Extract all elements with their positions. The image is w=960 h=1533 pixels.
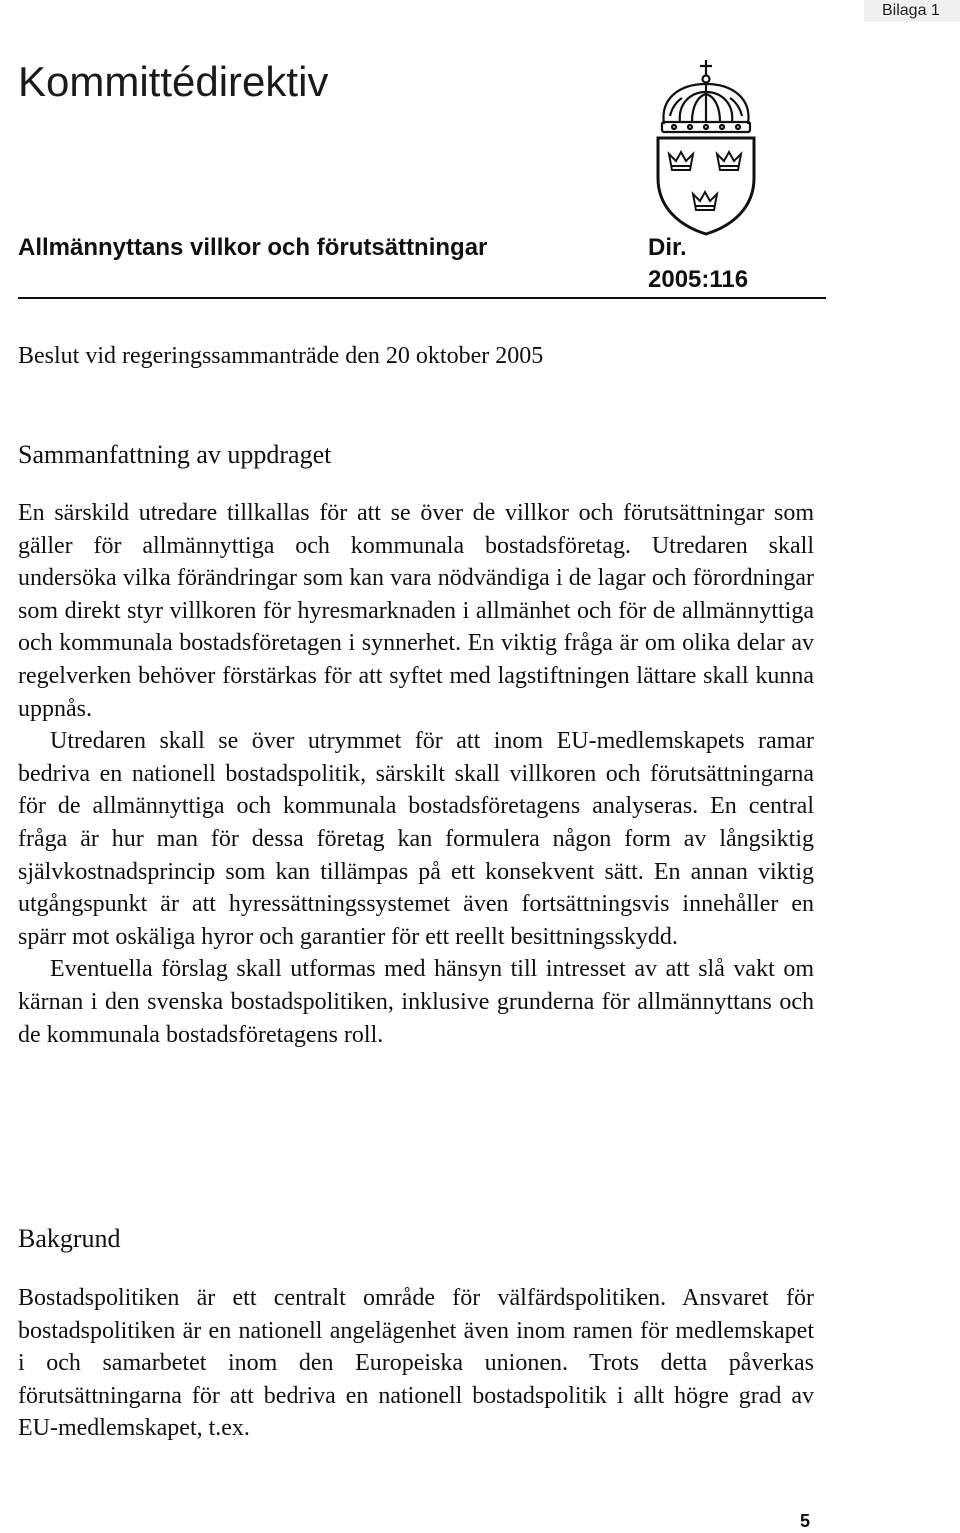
summary-paragraph: Utredaren skall se över utrymmet för att inom EU-medlemskapets ramar bedriva en nationell bostadspolitik, särskilt skall villkoren och förutsättningarna för de allmännyttiga och kommunala bostadsföretagens analyseras. En central fråga är hur man för dessa företag kan formulera någon form av långsiktig självkostnadsprincip som kan tillämpas på ett konsekvent sätt. En annan viktig utgångspunkt är att hyressättningssystemet även fortsättningsvis innehåller en spärr mot oskäliga hyror och garantier för ett reellt besittningsskydd. — [18, 728, 814, 950]
document-title: Kommittédirektiv — [18, 58, 329, 105]
summary-paragraph: Eventuella förslag skall utformas med hänsyn till intresset av att slå vakt om kärnan i den svenska bostadspolitiken, inklusive grunderna för allmännyttans och de kommunala bostadsföretagens roll. — [18, 956, 814, 1048]
background-paragraph: Bostadspolitiken är ett centralt område för välfärdspolitiken. Ansvaret för bostadspolitiken är en nationell angelägenhet även inom ramen för medlemskapet i och samarbetet inom den Europeiska unionen. Trots detta påverkas förutsättningarna för att bedriva en nationell bostadspolitik i allt högre grad av EU-medlemskapet, t.ex. — [18, 1285, 814, 1442]
summary-paragraph: En särskild utredare tillkallas för att se över de villkor och förutsättningar som gäller för allmännyttiga och kommunala bostadsföretag. Utredaren skall undersöka vilka förändringar som kan vara nödvändiga i de lagar och förordningar som direkt styr villkoren för hyresmarknaden i allmänhet och för de allmännyttiga och kommunala bostadsföretagen i synnerhet. En viktig fråga är om olika delar av regelverken behöver förstärkas för att syftet med lagstiftningen lättare skall kunna uppnås. — [18, 500, 814, 722]
header-divider — [18, 297, 826, 299]
directive-label: Dir. — [648, 234, 687, 261]
directive-number-value: 2005:116 — [648, 266, 749, 293]
swedish-coat-of-arms-icon — [650, 58, 762, 236]
page-number: 5 — [800, 1511, 811, 1531]
directive-subject: Allmännyttans villkor och förutsättningar — [18, 234, 488, 261]
annex-label: Bilaga 1 — [864, 0, 960, 22]
background-body — [18, 1282, 814, 1445]
decision-date: Beslut vid regeringssammanträde den 20 oktober 2005 — [18, 343, 544, 369]
background-heading: Bakgrund — [18, 1224, 121, 1253]
summary-heading: Sammanfattning av uppdraget — [18, 440, 332, 469]
directive-number — [648, 232, 788, 296]
summary-body — [18, 497, 814, 1051]
